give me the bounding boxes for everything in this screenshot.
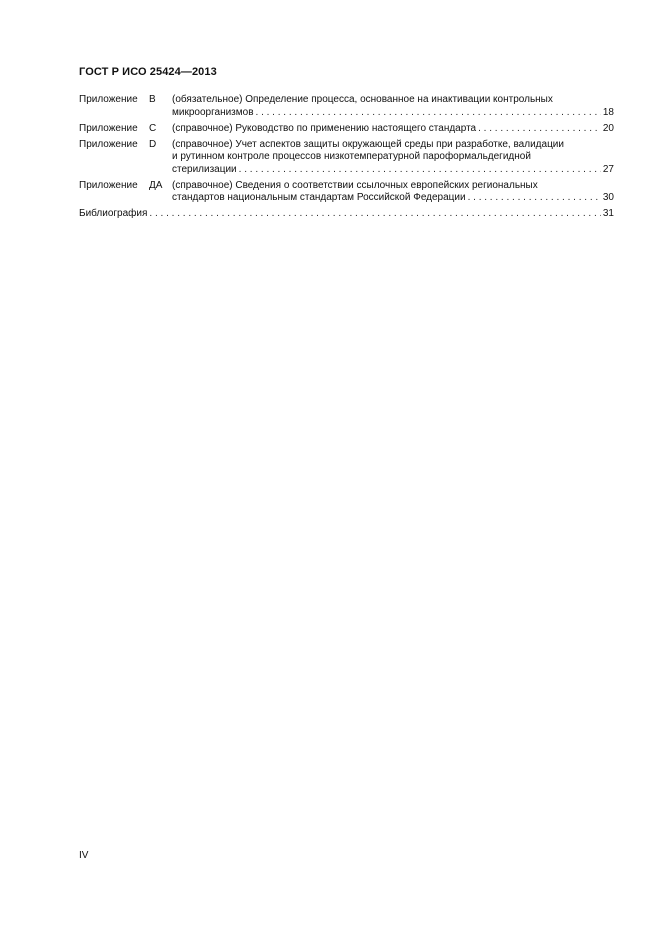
toc-entry-title-last-line [172,107,614,120]
toc-entry-prefix-word: Приложение [79,179,138,191]
dot-leader [147,208,600,221]
toc-entry-title-text: микроорганизмов [172,106,254,118]
toc-entry-page-number: 18 [602,106,614,118]
dot-leader [476,123,601,136]
toc-entry-title-last-line [172,192,614,205]
toc-entry-bibliography[interactable] [79,208,614,221]
page-number: IV [79,850,89,861]
toc-entry-prefix-word: Приложение [79,122,138,134]
toc-entry-title-text: (справочное) Руководство по применению настоящего стандарта [172,122,477,134]
toc-entry-appendix-da[interactable] [79,180,614,205]
toc-entry-letter: ДА [149,179,163,191]
toc-entry-prefix-word: Приложение [79,138,138,150]
toc-entry-appendix-c[interactable] [79,123,614,136]
toc-entry-title-text: стерилизации [172,163,237,175]
toc-entry-title [172,94,614,119]
toc-entry-letter: В [149,94,156,105]
document-header: ГОСТ Р ИСО 25424—2013 [79,66,217,78]
toc-entry-title-line: (справочное) Учет аспектов защиты окружающей среды при разработке, валидации [172,138,564,150]
toc-entry-title-text: стандартов национальным стандартам Российской Федерации [172,192,466,203]
toc-entry-title-line: (обязательное) Определение процесса, основанное на инактивации контрольных [172,94,553,105]
toc-entry-title [172,180,614,205]
dot-leader [466,192,601,205]
toc-entry-title-last-line [172,164,614,177]
toc-entry-title-text: Библиография [79,208,148,219]
toc-entry-page-number: 20 [602,122,614,134]
toc-entry-title-line: и рутинном контроле процессов низкотемпературной пароформальдегидной [172,151,531,162]
toc-entry-prefix-word: Приложение [79,94,138,105]
toc-entry-prefix [79,180,172,193]
toc-entry-appendix-d[interactable] [79,139,614,177]
toc-entry-prefix [79,139,172,152]
toc-entry-appendix-b[interactable] [79,94,614,119]
toc-entry-title-last-line [79,208,614,221]
toc-entry-title-line: (справочное) Сведения о соответствии ссылочных европейских региональных [172,179,538,191]
toc-entry-letter: D [149,138,157,150]
toc-entry-title [79,208,614,221]
toc-entry-letter: С [149,122,157,134]
toc-entry-page-number: 27 [602,163,614,175]
table-of-contents [79,94,614,224]
toc-entry-title-last-line [172,123,614,136]
toc-entry-prefix [79,94,172,107]
toc-entry-page-number: 30 [602,192,614,203]
dot-leader [254,107,601,120]
toc-entry-prefix [79,123,172,136]
toc-entry-title [172,123,614,136]
toc-entry-page-number: 31 [602,208,614,219]
dot-leader [237,164,601,177]
toc-entry-title [172,139,614,177]
